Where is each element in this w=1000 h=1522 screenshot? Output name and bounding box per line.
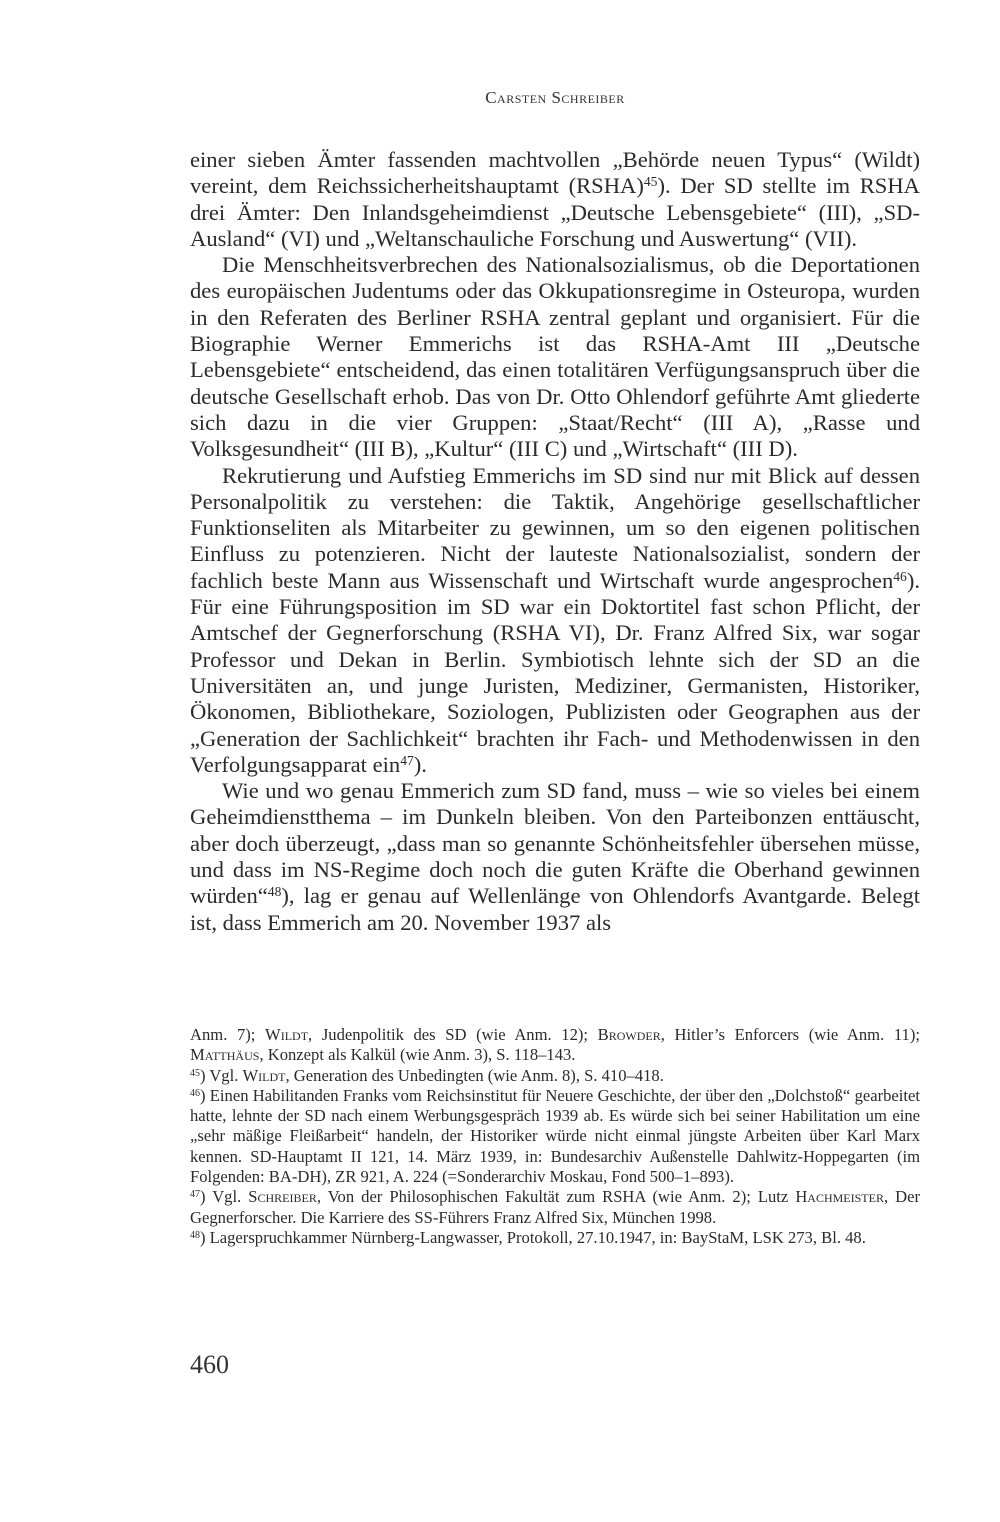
paragraph-3-text: Rekrutierung und Aufstieg Emmerichs im SD sind nur mit Blick auf dessen Personalpolitik zu verstehen: die Taktik, Angehörige gesellschaftlicher Funktionseliten als Mitarbeiter zu gewinnen, um so den eigenen politischen Einfluss zu potenzieren. Nicht der lauteste Nationalsozialist, sondern der fachlich beste Mann aus Wissenschaft und Wirtschaft wurde angesprochen xyxy=(190,462,920,593)
footnote-text: , Der Gegnerforscher. Die Karriere des SS-Führers Franz Alfred Six, München 1998. xyxy=(190,1187,921,1227)
running-head: Carsten Schreiber xyxy=(485,88,625,107)
author-name: Wildt xyxy=(242,1065,286,1085)
footnote-ref-48[interactable]: 48 xyxy=(267,884,282,900)
footnote-45 xyxy=(190,1066,920,1086)
author-name: Matthäus xyxy=(190,1045,260,1065)
paragraph-1 xyxy=(190,147,920,252)
footnote-text: , Von der Philosophischen Fakultät zum RSHA (wie Anm. 2); Lutz xyxy=(316,1187,796,1207)
footnote-47 xyxy=(190,1187,920,1228)
author-name: Schreiber xyxy=(248,1187,317,1207)
footnote-ref-46[interactable]: 46 xyxy=(893,568,907,584)
paragraph-4-text-end: ), lag er genau auf Wellenlänge von Ohlendorfs Avantgarde. Belegt ist, dass Emmerich am 20. November 1937 als xyxy=(190,883,920,935)
footnote-48 xyxy=(190,1228,920,1248)
footnote-text: Anm. 7); xyxy=(190,1025,266,1044)
footnote-text: , Judenpolitik des SD (wie Anm. 12); xyxy=(308,1025,598,1044)
footnote-text: , Konzept als Kalkül (wie Anm. 3), S. 118–143. xyxy=(259,1045,576,1065)
footnotes xyxy=(190,1025,920,1248)
footnote-ref-47[interactable]: 47 xyxy=(400,753,414,769)
paragraph-4-text: Wie und wo genau Emmerich zum SD fand, muss – wie so vieles bei einem Geheimdienstthema – im Dunkeln bleiben. Von den Parteibonzen enttäuscht, aber doch überzeugt, „dass man so genannte Schönheitsfehler übersehen müsse, und dass im NS-Regime doch noch die guten Kräfte die Oberhand gewinnen würden“ xyxy=(190,778,920,909)
footnote-number: 46 xyxy=(190,1087,200,1099)
footnote-text: ) Einen Habilitanden Franks vom Reichsinstitut für Neuere Geschichte, der über den „Dolchstoß“ gearbeitet hatte, lehnte der SD nach einem Werbungsgespräch 1939 ab. Es würde sich bei seiner Habilitation um eine „sehr mäßige Fleißarbeit“ handeln, der Historiker würde nicht einmal jüngste Arbeiten über Karl Marx kennen. SD-Hauptamt II 121, 14. März 1939, in: Bundesarchiv Außenstelle Dahlwitz-Hoppegarten (im Folgenden: BA-DH), ZR 921, A. 224 (=Sonderarchiv Moskau, Fond 500–1–893). xyxy=(190,1085,920,1187)
author-name: Browder xyxy=(597,1025,661,1044)
author-name: Wildt xyxy=(265,1025,309,1044)
footnote-46 xyxy=(190,1086,920,1187)
paragraph-3-text-end: ). xyxy=(413,751,427,777)
paragraph-3 xyxy=(190,463,920,779)
footnote-continuation xyxy=(190,1025,920,1066)
paragraph-1-text: einer sieben Ämter fassenden machtvollen „Behörde neuen Typus“ (Wildt) vereint, dem Reichssicherheitshauptamt (RSHA) xyxy=(190,147,920,199)
paragraph-1-text-end: ). Der SD stellte im RSHA drei Ämter: Den Inlandsgeheimdienst „Deutsche Lebensgebiete“ (III), „SD-Ausland“ (VI) und „Weltanschauliche Forschung und Auswertung“ (VII). xyxy=(190,173,920,251)
footnote-ref-45[interactable]: 45 xyxy=(643,174,658,190)
paragraph-4 xyxy=(190,778,920,936)
footnote-number: 45 xyxy=(190,1067,200,1079)
footnote-text: ) Vgl. xyxy=(199,1187,249,1207)
footnote-text: , Generation des Unbedingten (wie Anm. 8), S. 410–418. xyxy=(285,1065,664,1085)
footnote-number: 47 xyxy=(190,1189,200,1201)
paragraph-3-text-mid: ). Für eine Führungsposition im SD war ein Doktortitel fast schon Pflicht, der Amtschef der Gegnerforschung (RSHA VI), Dr. Franz Alfred Six, war sogar Professor und Dekan in Berlin. Symbiotisch lehnte sich der SD an die Universitäten an, und junge Juristen, Mediziner, Germanisten, Historiker, Ökonomen, Bibliothekare, Soziologen, Publizisten oder Geographen aus der „Generation der Sachlichkeit“ brachten ihr Fach- und Methodenwissen in den Verfolgungsapparat ein xyxy=(190,567,920,777)
paragraph-2: Die Menschheitsverbrechen des Nationalsozialismus, ob die Deportationen des europäischen Judentums oder das Okkupationsregime in Osteuropa, wurden in den Referaten des Berliner RSHA zentral geplant und organisiert. Für die Biographie Werner Emmerichs ist das RSHA-Amt III „Deutsche Lebensgebiete“ entscheidend, das einen totalitären Verfügungsanspruch über die deutsche Gesellschaft erhob. Das von Dr. Otto Ohlendorf geführte Amt gliederte sich dazu in die vier Gruppen: „Staat/Recht“ (III A), „Rasse und Volksgesundheit“ (III B), „Kultur“ (III C) und „Wirtschaft“ (III D). xyxy=(190,252,920,462)
page-number: 460 xyxy=(190,1350,229,1379)
author-name: Hachmeister xyxy=(795,1187,884,1207)
main-text xyxy=(190,147,920,936)
footnote-text: , Hitler’s Enforcers (wie Anm. 11); xyxy=(660,1025,920,1044)
footnote-number: 48 xyxy=(190,1230,200,1241)
footnote-text: ) Lagerspruchkammer Nürnberg-Langwasser, Protokoll, 27.10.1947, in: BayStaM, LSK 273, Bl. 48. xyxy=(199,1227,866,1247)
footnote-text: ) Vgl. xyxy=(199,1065,243,1085)
